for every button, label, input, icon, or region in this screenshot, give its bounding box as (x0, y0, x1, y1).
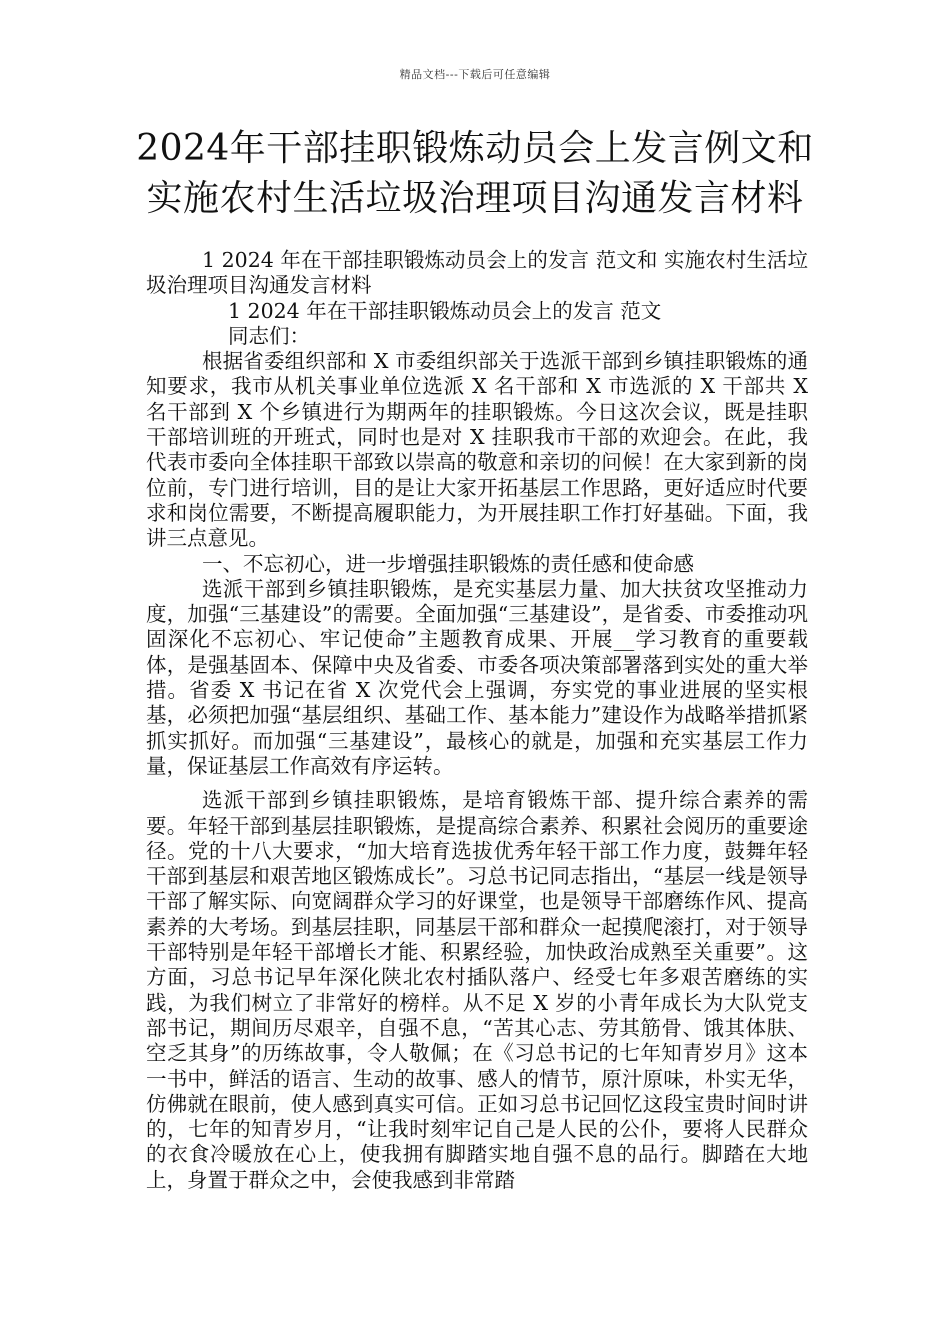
paragraph-intro-heading: 1 2024 年在干部挂职锻炼动员会上的发言 范文和 实施农村生活垃圾治理项目沟通发言材料 (146, 248, 808, 298)
paragraph-subtitle: 1 2024 年在干部挂职锻炼动员会上的发言 范文 (228, 298, 662, 323)
document-title (60, 124, 890, 224)
section-heading: 一、不忘初心，进一步增强挂职锻炼的责任感和使命感 (202, 551, 694, 576)
header-note: 精品文档---下载后可任意编辑 (399, 68, 551, 81)
title-line-2: 实施农村生活垃圾治理项目沟通发言材料 (146, 178, 804, 219)
title-line-1: 2024年干部挂职锻炼动员会上发言例文和 (136, 128, 814, 169)
paragraph-body: 选派干部到乡镇挂职锻炼，是充实基层力量、加大扶贫攻坚推动力度，加强“三基建设”的需要。全面加强“三基建设”，是省委、市委推动巩固深化不忘初心、牢记使命”主题教育成果、开展__学习教育的重要载体，是强基固本、保障中央及省委、市委各项决策部署落到实处的重大举措。省委 X 书记在省 X 次党代会上强调，夯实党的事业进展的坚实根基，必须把加强“基层组织、基础工作、基本能力”建设作为战略举措抓紧抓实抓好。而加强“三基建设”，最核心的就是，加强和充实基层工作力量，保证基层工作高效有序运转。 (146, 576, 808, 778)
document-body (146, 248, 808, 1193)
paragraph-body: 选派干部到乡镇挂职锻炼，是培育锻炼干部、提升综合素养的需要。年轻干部到基层挂职锻炼，是提高综合素养、积累社会阅历的重要途径。党的十八大要求，“加大培育选拔优秀年轻干部工作力度，鼓舞年轻干部到基层和艰苦地区锻炼成长”。习总书记同志指出，“基层一线是领导干部了解实际、向宽阔群众学习的好课堂，也是领导干部磨练作风、提高素养的大考场。到基层挂职，同基层干部和群众一起摸爬滚打，对于领导干部特别是年轻干部增长才能、积累经验，加快政治成熟至关重要”。这方面，习总书记早年深化陕北农村插队落户、经受七年多艰苦磨练的实践，为我们树立了非常好的榜样。从不足 X 岁的小青年成长为大队党支部书记，期间历尽艰辛，自强不息，“苦其心志、劳其筋骨、饿其体肤、空乏其身”的历练故事，令人敬佩；在《习总书记的七年知青岁月》这本一书中，鲜活的语言、生动的故事、感人的情节，原汁原味，朴实无华，仿佛就在眼前，使人感到真实可信。正如习总书记回忆这段宝贵时间时讲的，七年的知青岁月，“让我时刻牢记自己是人民的公仆，要将人民群众的衣食冷暖放在心上，使我拥有脚踏实地自强不息的品行。脚踏在大地上，身置于群众之中，会使我感到非常踏 (146, 788, 808, 1192)
paragraph-salutation: 同志们： (228, 323, 310, 348)
paragraph-body: 根据省委组织部和 X 市委组织部关于选派干部到乡镇挂职锻炼的通知要求，我市从机关事业单位选派 X 名干部和 X 市选派的 X 干部共 X 名干部到 X 个乡镇进行为期两年的挂职锻炼。今日这次会议，既是挂职干部培训班的开班式，同时也是对 X 挂职我市干部的欢迎会。在此，我代表市委向全体挂职干部致以崇高的敬意和亲切的问候！在大家到新的岗位前，专门进行培训，目的是让大家开拓基层工作思路，更好适应时代要求和岗位需要，不断提高履职能力，为开展挂职工作打好基础。下面，我讲三点意见。 (146, 349, 808, 551)
